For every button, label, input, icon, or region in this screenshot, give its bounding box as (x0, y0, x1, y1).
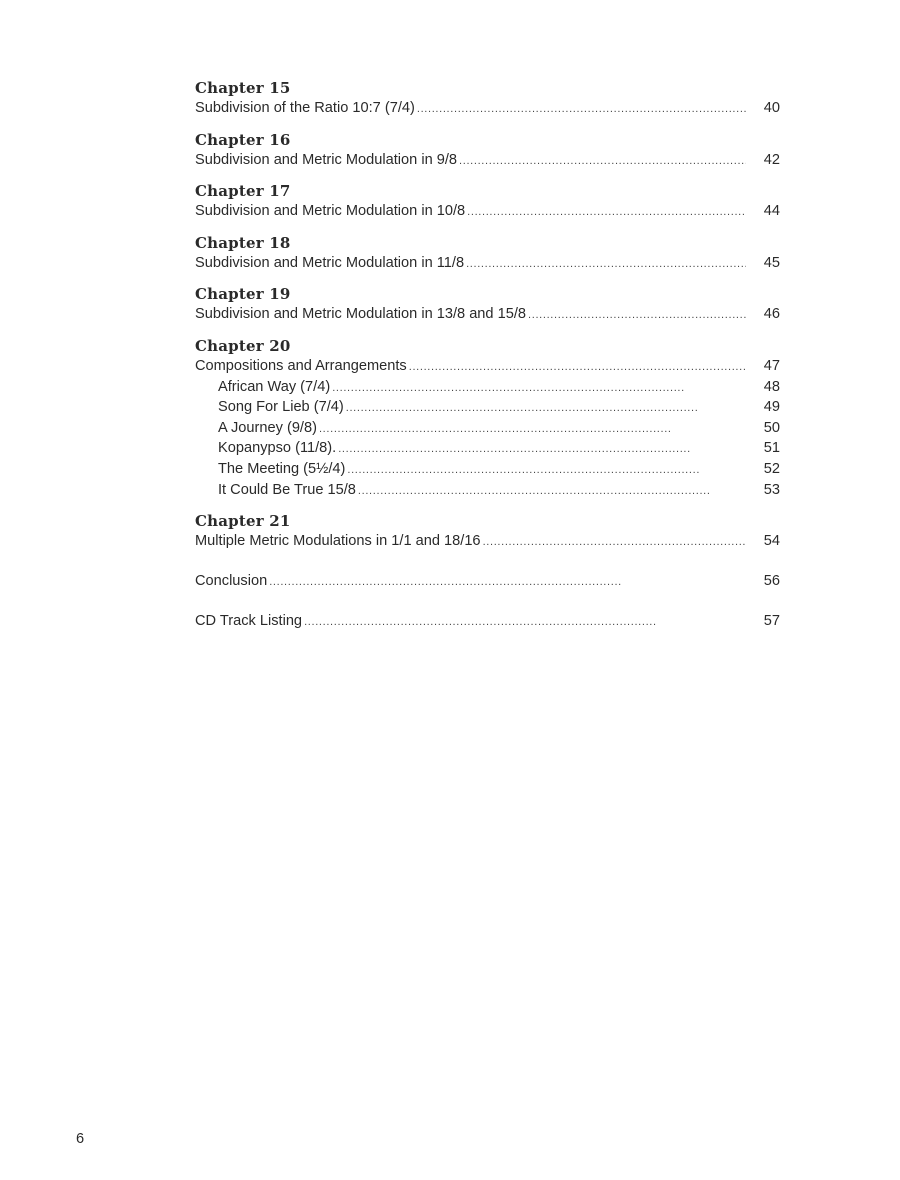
toc-entry-title: Subdivision and Metric Modulation in 13/8 and 15/8 (195, 306, 527, 323)
toc-entry-page: 49 (763, 399, 780, 416)
toc-entry-title: African Way (7/4) (218, 378, 331, 395)
toc-entry-page: 46 (763, 306, 780, 323)
chapter-20-section (195, 336, 780, 500)
toc-entry-title: The Meeting (5½/4) (218, 460, 346, 477)
toc-subentry[interactable] (195, 397, 780, 418)
toc-entry-conclusion[interactable] (195, 571, 780, 592)
chapter-17-section (195, 181, 780, 222)
dot-leader (467, 202, 746, 223)
chapter-heading: Chapter 16 (195, 130, 291, 149)
dot-leader (332, 378, 746, 399)
toc-entry-page: 47 (763, 357, 780, 374)
toc-entry-page: 57 (763, 613, 780, 630)
toc-entry-page: 48 (763, 378, 780, 395)
chapter-heading: Chapter 20 (195, 336, 291, 355)
toc-entry-title: Song For Lieb (7/4) (218, 399, 344, 416)
toc-entry-cd-track-listing[interactable] (195, 611, 780, 632)
toc-entry[interactable] (195, 531, 780, 552)
toc-entry[interactable] (195, 98, 780, 119)
toc-subentry[interactable] (195, 480, 780, 501)
toc-entry-title: Multiple Metric Modulations in 1/1 and 18/16 (195, 533, 481, 550)
chapter-16-section (195, 130, 780, 171)
toc-entry[interactable] (195, 253, 780, 274)
chapter-18-section (195, 233, 780, 274)
page-number: 6 (76, 1131, 85, 1147)
chapter-heading: Chapter 21 (195, 512, 291, 531)
toc-subentry[interactable] (195, 418, 780, 439)
toc-entry-title: Conclusion (195, 572, 268, 589)
toc-entry-page: 45 (763, 254, 780, 271)
dot-leader (269, 572, 746, 593)
toc-entry-page: 52 (763, 460, 780, 477)
chapter-21-section (195, 511, 780, 552)
toc-entry-title: Compositions and Arrangements (195, 357, 407, 374)
toc-entry[interactable] (195, 356, 780, 377)
toc-entry[interactable] (195, 150, 780, 171)
toc-entry-page: 56 (763, 572, 780, 589)
toc-entry-page: 53 (763, 481, 780, 498)
toc-entry-title: CD Track Listing (195, 613, 303, 630)
table-of-contents (195, 78, 780, 632)
toc-subentry[interactable] (195, 459, 780, 480)
toc-entry-title: Subdivision of the Ratio 10:7 (7/4) (195, 100, 415, 116)
dot-leader (528, 305, 746, 326)
chapter-heading: Chapter 15 (195, 79, 291, 97)
toc-entry-page: 54 (763, 533, 780, 550)
toc-entry-page: 44 (763, 203, 780, 220)
toc-entry-title: Subdivision and Metric Modulation in 11/8 (195, 254, 465, 271)
dot-leader (409, 357, 746, 378)
toc-entry-title: Subdivision and Metric Modulation in 10/8 (195, 203, 466, 220)
toc-entry-page: 42 (763, 151, 780, 168)
chapter-15-section (195, 78, 780, 119)
chapter-19-section (195, 284, 780, 325)
toc-entry-title: It Could Be True 15/8 (218, 481, 356, 498)
toc-subentry[interactable] (195, 377, 780, 398)
dot-leader (304, 612, 746, 633)
dot-leader (358, 481, 746, 502)
chapter-heading: Chapter 17 (195, 182, 291, 201)
toc-entry[interactable] (195, 304, 780, 325)
toc-entry-page: 40 (763, 100, 780, 116)
dot-leader (347, 460, 746, 481)
dot-leader (338, 439, 746, 460)
chapter-heading: Chapter 18 (195, 233, 291, 252)
dot-leader (483, 532, 746, 553)
dot-leader (319, 419, 746, 440)
dot-leader (466, 254, 746, 275)
dot-leader (346, 398, 746, 419)
toc-entry-title: Subdivision and Metric Modulation in 9/8 (195, 151, 458, 168)
toc-entry-page: 51 (763, 440, 780, 457)
toc-entry-title: A Journey (9/8) (218, 419, 317, 436)
toc-entry[interactable] (195, 201, 780, 222)
dot-leader (417, 99, 746, 120)
dot-leader (459, 151, 746, 172)
toc-subentry[interactable] (195, 438, 780, 459)
toc-entry-page: 50 (763, 419, 780, 436)
chapter-heading: Chapter 19 (195, 285, 291, 304)
toc-entry-title: Kopanypso (11/8). (218, 440, 337, 457)
